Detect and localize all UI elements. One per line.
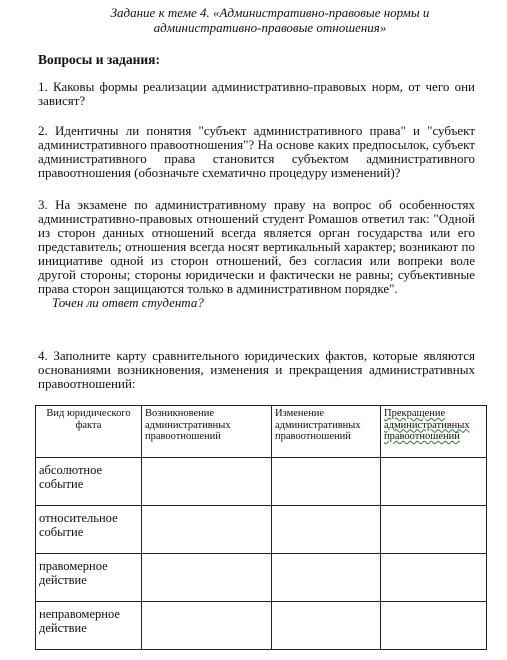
- table-cell-empty[interactable]: [142, 602, 272, 650]
- table-cell-empty[interactable]: [381, 506, 487, 554]
- assignment-header: [60, 5, 480, 35]
- table-cell-empty[interactable]: [272, 602, 381, 650]
- header-fact-type: Вид юридического факта: [36, 406, 142, 458]
- header-termination: [381, 406, 487, 458]
- table-cell-empty[interactable]: [381, 602, 487, 650]
- row-label: неправомерное действие: [36, 602, 142, 650]
- table-cell-empty[interactable]: [381, 554, 487, 602]
- header-line-1: Задание к теме 4. «Административно-правовые нормы и: [110, 5, 430, 20]
- row-label: правомерное действие: [36, 554, 142, 602]
- table-cell-empty[interactable]: [272, 458, 381, 506]
- table-row: [36, 554, 487, 602]
- question-3-followup: Точен ли ответ студента?: [52, 295, 204, 310]
- table-cell-empty[interactable]: [381, 458, 487, 506]
- question-3-text: 3. На экзамене по административному праву на вопрос об особенностях административно-правовых отношений студент Ромашов ответил так: "Одной из сторон данных отношений всегда является орган государства или его представитель; отношения всегда носят вертикальный характер; возникают по инициативе одной из сторон отношений, без согласия или вопреки воле другой стороны; стороны юридически и фактически не равны; субъективные права сторон защищаются только в административном порядке".: [38, 197, 475, 296]
- header-change: Изменение административных правоотношений: [272, 406, 381, 458]
- table-cell-empty[interactable]: [142, 554, 272, 602]
- table-row: [36, 458, 487, 506]
- table-row: [36, 506, 487, 554]
- question-3: [38, 198, 475, 310]
- header-termination-text: Прекращение административных правоотношений: [384, 408, 470, 442]
- table-header-row: [36, 406, 487, 458]
- header-emergence: Возникновение административных правоотношений: [142, 406, 272, 458]
- row-label: абсолютное событие: [36, 458, 142, 506]
- table-cell-empty[interactable]: [142, 458, 272, 506]
- question-4: 4. Заполните карту сравнительного юридических фактов, которые являются основаниями возникновения, изменения и прекращения административных правоотношений:: [38, 348, 475, 391]
- table-cell-empty[interactable]: [142, 506, 272, 554]
- section-title: Вопросы и задания:: [38, 52, 160, 67]
- header-line-2: административно-правовые отношения»: [153, 20, 387, 35]
- table-cell-empty[interactable]: [272, 506, 381, 554]
- table-cell-empty[interactable]: [272, 554, 381, 602]
- legal-facts-table: [35, 405, 487, 650]
- table-row: [36, 602, 487, 650]
- question-2: 2. Идентичны ли понятия "субъект административного права" и "субъект административного правоотношения"? На основе каких предпосылок, субъект административного права становится субъектом административного правоотношения (обозначьте схематично процедуру изменений)?: [38, 123, 475, 180]
- question-1: 1. Каковы формы реализации административно-правовых норм, от чего они зависят?: [38, 79, 475, 108]
- row-label: относительное событие: [36, 506, 142, 554]
